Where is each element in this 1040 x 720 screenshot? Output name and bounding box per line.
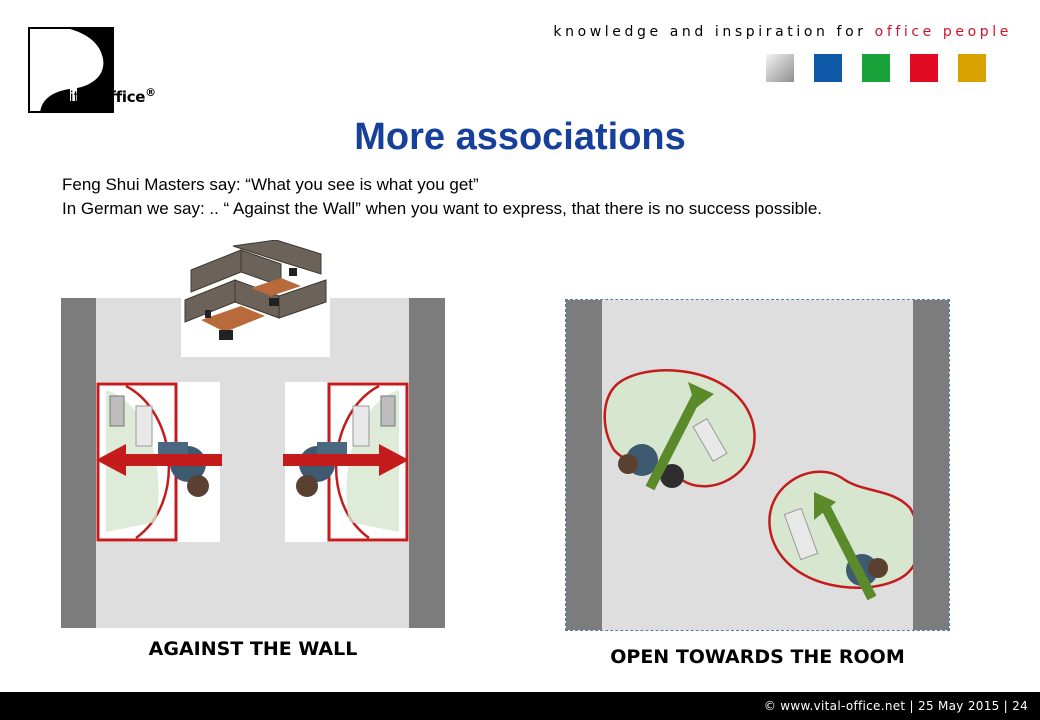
caption-open-towards-the-room: OPEN TOWARDS THE ROOM <box>610 646 905 668</box>
footer-text: © www.vital-office.net | 25 May 2015 | 24 <box>763 699 1028 713</box>
tagline: knowledge and inspiration for office people <box>553 24 1012 40</box>
arrow-left-icon <box>96 444 222 476</box>
desk-upper <box>605 370 755 488</box>
arrow-right-icon <box>283 444 409 476</box>
swatch-green <box>862 54 890 82</box>
caption-against-the-wall: AGAINST THE WALL <box>148 638 358 660</box>
desk-lower <box>769 472 913 598</box>
swatch-gold <box>958 54 986 82</box>
left-wall-open <box>566 300 602 630</box>
right-wall-open <box>913 300 949 630</box>
swatch-silver <box>766 54 794 82</box>
body-line-1: Feng Shui Masters say: “What you see is what you get” <box>62 175 479 194</box>
swatch-blue <box>814 54 842 82</box>
slide-title: More associations <box>354 116 686 158</box>
cubicle-office-photo <box>181 240 330 357</box>
swatch-red <box>910 54 938 82</box>
right-wall <box>409 298 445 628</box>
open-room-workstations <box>602 360 913 610</box>
against-wall-arrows <box>96 440 409 480</box>
logo-text: Vital-Office® <box>60 86 156 106</box>
body-line-2: In German we say: .. “ Against the Wall” when you want to express, that there is no success possible. <box>62 199 823 218</box>
left-wall <box>61 298 96 628</box>
